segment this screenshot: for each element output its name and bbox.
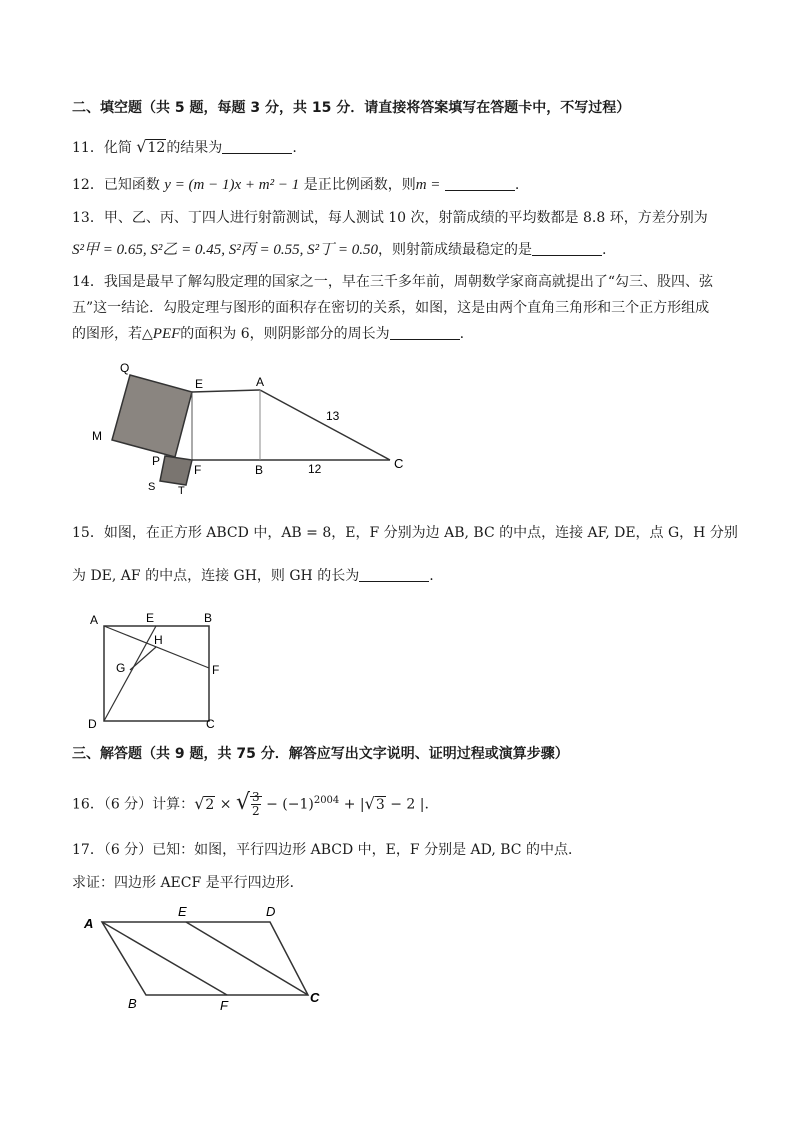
q16-minus-part: − (−1) [266, 796, 314, 813]
q12-number: 12． [72, 177, 104, 193]
q14-end: . [459, 326, 465, 342]
q14-label-a: A [256, 375, 265, 389]
q12-prefix: 已知函数 [103, 177, 160, 193]
q12-var: m = [415, 177, 441, 193]
q17-figure [80, 900, 340, 1015]
q16-score: （6 分）计算： [103, 796, 195, 813]
q11-suffix: 的结果为 [166, 140, 223, 156]
q16-sqrt2: √2 [194, 793, 215, 813]
q13-end: . [601, 242, 607, 258]
q14-label-c: C [394, 456, 404, 471]
q16-plus: + | [343, 796, 365, 813]
q14-label-q: Q [120, 361, 130, 375]
q14-label-p: P [152, 454, 161, 468]
q11-prefix: 化简 [103, 140, 132, 156]
q12-middle: 是正比例函数，则 [303, 177, 416, 193]
q11-sqrt: √12 [136, 137, 166, 156]
q14-label-e: E [195, 377, 204, 391]
q16-exponent: 2004 [313, 795, 340, 806]
q14-text-1: 我国是最早了解勾股定理的国家之一，早在三千多年前，周朝数学家商高就提出了“勾三、股四、弦 [103, 274, 713, 290]
q14-answer-blank[interactable] [390, 325, 460, 340]
q11-radicand: 12 [147, 140, 166, 156]
q16-sqrt3: √3 [364, 793, 385, 813]
q14-number: 14． [72, 274, 104, 290]
q15-label-d: D [88, 717, 97, 731]
q16-frac-den: 2 [251, 804, 260, 819]
q13-variances: S²甲 = 0.65, S²乙 = 0.45, S²丙 = 0.55, S²丁 = 0.50 [72, 242, 378, 258]
q16-end: . [424, 796, 429, 813]
q16-tail: − 2 | [390, 796, 425, 813]
q15-number: 15． [72, 525, 104, 541]
q17-number: 17． [72, 842, 104, 858]
question-16 [72, 788, 429, 818]
question-15-line1 [72, 523, 738, 543]
q13-suffix: ，则射箭成绩最稳定的是 [377, 242, 532, 258]
q12-formula: y = (m − 1)x + m² − 1 [164, 177, 300, 193]
q12-answer-blank[interactable] [445, 176, 515, 191]
q14-figure [80, 360, 420, 495]
q15-text-1: 如图，在正方形 ABCD 中，AB = 8，E，F 分别为边 AB, BC 的中点，连接 AF, DE，点 G，H 分别 [103, 525, 738, 541]
q14-label-s: S [148, 481, 156, 493]
q14-label-m: M [92, 429, 102, 443]
question-17-line2: 求证：四边形 AECF 是平行四边形． [72, 875, 304, 891]
q15-text-2: 为 DE, AF 的中点，连接 GH，则 GH 的长为 [72, 568, 360, 584]
q14-label-12: 12 [308, 462, 322, 476]
question-14-line3 [72, 324, 464, 344]
q15-label-f: F [212, 663, 220, 677]
question-14-line2: 五”这一结论．勾股定理与图形的面积存在密切的关系，如图，这是由两个直角三角形和三个正方形组成 [72, 300, 710, 316]
q17-label-f: F [220, 998, 228, 1013]
q14-line3-post: 的面积为 6，则阴影部分的周长为 [180, 326, 390, 342]
q15-figure [84, 608, 234, 733]
q15-line-de [104, 626, 156, 721]
q16-number: 16． [72, 796, 104, 813]
question-11 [72, 137, 297, 158]
question-13-line2 [72, 240, 606, 260]
q17-label-c: C [310, 990, 320, 1005]
q17-label-a: A [84, 916, 94, 931]
q15-label-g: G [116, 661, 126, 675]
q11-end: . [292, 140, 297, 156]
question-12 [72, 175, 519, 195]
question-15-line2 [72, 566, 434, 586]
q11-number: 11． [72, 140, 104, 156]
q14-label-13: 13 [326, 409, 340, 423]
q13-number: 13． [72, 210, 104, 226]
q14-small-square [160, 456, 192, 485]
q14-line3-pre: 的图形，若△ [72, 326, 153, 342]
q15-label-e: E [146, 611, 155, 625]
q15-label-h: H [154, 633, 163, 647]
section-3-heading: 三、解答题（共 9 题，共 75 分．解答应写出文字说明、证明过程或演算步骤） [72, 746, 569, 762]
q14-label-f: F [194, 463, 202, 477]
q17-label-b: B [128, 996, 137, 1011]
q17-line-af [102, 922, 227, 995]
q16-times: × [219, 796, 232, 813]
q17-label-e: E [178, 904, 187, 919]
q13-text: 甲、乙、丙、丁四人进行射箭测试，每人测试 10 次，射箭成绩的平均数都是 8.8 环，方差分别为 [103, 210, 708, 226]
q14-line-ac [260, 390, 390, 460]
q14-triangle: PEF [152, 326, 181, 342]
q13-answer-blank[interactable] [532, 241, 602, 256]
q15-label-c: C [206, 717, 215, 731]
q16-sqrt-frac: √ $\frac{3}{2}$ [235, 789, 260, 819]
q15-answer-blank[interactable] [359, 567, 429, 582]
q11-answer-blank[interactable] [222, 139, 292, 154]
q14-label-t: T [178, 485, 185, 495]
q17-text-1: （6 分）已知：如图，平行四边形 ABCD 中，E，F 分别是 AD, BC 的中点． [103, 842, 582, 858]
question-17-line1 [72, 840, 582, 860]
question-13-line1 [72, 208, 708, 228]
q14-label-b: B [255, 463, 264, 477]
q17-label-d: D [266, 904, 276, 919]
q15-label-a: A [90, 613, 99, 627]
section-2-heading: 二、填空题（共 5 题，每题 3 分，共 15 分．请直接将答案填写在答题卡中，不写过程） [72, 100, 631, 116]
q12-end: . [514, 177, 520, 193]
q14-big-square [112, 375, 192, 457]
q15-label-b: B [204, 611, 213, 625]
q15-end: . [429, 568, 434, 584]
q16-frac-num: 3 [251, 790, 260, 805]
question-14-line1 [72, 272, 713, 292]
